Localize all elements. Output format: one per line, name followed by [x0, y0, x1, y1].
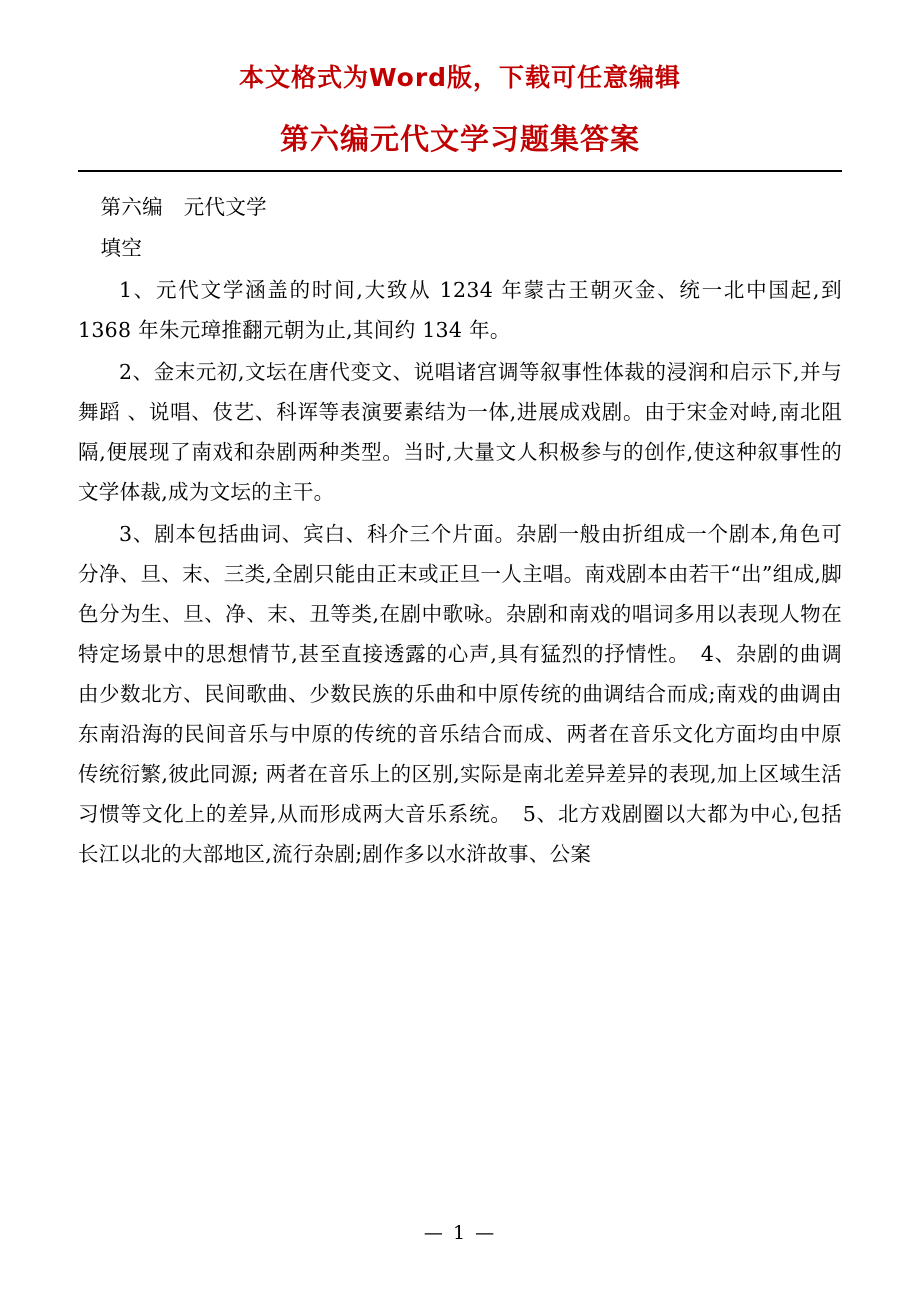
document-body	[78, 188, 842, 875]
page-title: 第六编元代文学习题集答案	[279, 121, 640, 156]
body-section-label: 填空	[100, 236, 143, 261]
paragraph-2: 2、金末元初,文坛在唐代变文、说唱诸宫调等叙事性体裁的浸润和启示下,并与舞蹈 、说唱、伎艺、科诨等表演要素结为一体,进展成戏剧。由于宋金对峙,南北阻隔,便展现了南戏和杂剧两种类型。当时,大量文人积极参与的创作,使这种叙事性的文学体裁,成为文坛的主干。	[78, 360, 842, 505]
word-format-banner: 本文格式为Word版，下载可任意编辑	[238, 63, 682, 92]
title-divider	[78, 170, 842, 172]
page-number: — 1 —	[423, 1222, 497, 1244]
body-heading: 第六编 元代文学	[100, 194, 267, 219]
paragraph-3: 3、剧本包括曲词、宾白、科介三个片面。杂剧一般由折组成一个剧本,角色可分净、旦、末、三类,全剧只能由正末或正旦一人主唱。南戏剧本由若干“出”组成,脚色分为生、旦、净、末、丑等类,在剧中歌咏。杂剧和南戏的唱词多用以表现人物在特定场景中的思想情节,甚至直接透露的心声,具有猛烈的抒情性。 4、杂剧的曲调由少数北方、民间歌曲、少数民族的乐曲和中原传统的曲调结合而成;南戏的曲调由东南沿海的民间音乐与中原的传统的音乐结合而成、两者在音乐文化方面均由中原传统衍繁,彼此同源; 两者在音乐上的区别,实际是南北差异差异的表现,加上区域生活习惯等文化上的差异,从而形成两大音乐系统。 5、北方戏剧圈以大都为中心,包括长江以北的大部地区,流行杂剧;剧作多以水浒故事、公案	[78, 522, 842, 866]
paragraph-1: 1、元代文学涵盖的时间,大致从 1234 年蒙古王朝灭金、统一北中国起,到 1368 年朱元璋推翻元朝为止,其间约 134 年。	[78, 278, 842, 343]
